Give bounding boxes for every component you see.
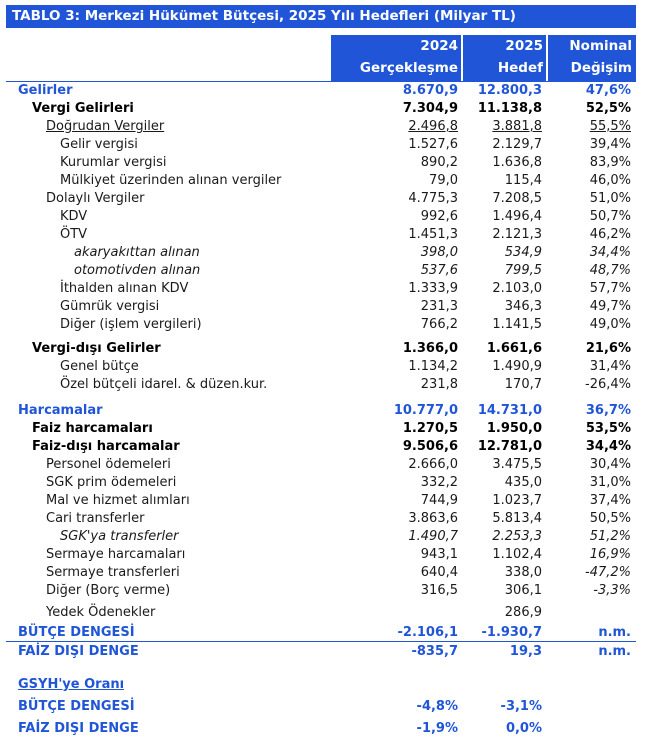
table-row: Kurumlar vergisi 890,2 1.636,8 83,9% [60,155,631,170]
table-row: ÖTV 1.451,3 2.121,3 46,2% [60,227,631,242]
table-row: Vergi-dışı Gelirler 1.366,0 1.661,6 21,6% [32,341,631,356]
table-row: Cari transferler 3.863,6 5.813,4 50,5% [46,511,631,526]
table-row: Yedek Ödenekler 286,9 [46,605,542,620]
table-row: Diğer (işlem vergileri) 766,2 1.141,5 49,0% [60,317,631,332]
table-row: Dolaylı Vergiler 4.775,3 7.208,5 51,0% [46,191,631,206]
table-row: Mülkiyet üzerinden alınan vergiler 79,0 115,4 46,0% [60,173,631,188]
table-row: Sermaye harcamaları 943,1 1.102,4 16,9% [46,547,631,562]
header-2025 [462,35,547,81]
table-row: Genel bütçe 1.134,2 1.490,9 31,4% [60,359,631,374]
table-row: Doğrudan Vergiler 2.496,8 3.881,8 55,5% [46,119,631,134]
header-divider [546,35,548,81]
header-2024 [331,35,462,81]
table-row: Diğer (Borç verme) 316,5 306,1 -3,3% [46,583,631,598]
table-row: Faiz-dışı harcamalar 9.506,6 12.781,0 34,4% [32,439,631,454]
table-row: Mal ve hizmet alımları 744,9 1.023,7 37,4% [46,493,631,508]
table-row: FAİZ DIŞI DENGE -1,9% 0,0% [18,721,542,736]
table-row: BÜTÇE DENGESİ -4,8% -3,1% [18,699,542,714]
table-row: akaryakıttan alınan 398,0 534,9 34,4% [74,245,631,260]
table-row: Gelir vergisi 1.527,6 2.129,7 39,4% [60,137,631,152]
table-row: İthalden alınan KDV 1.333,9 2.103,0 57,7% [60,281,631,296]
table-row: Vergi Gelirleri 7.304,9 11.138,8 52,5% [32,101,631,116]
table-row: KDV 992,6 1.496,4 50,7% [60,209,631,224]
header-nominal-label: Nominal [569,38,632,54]
header-divider [461,35,463,81]
table-row: BÜTÇE DENGESİ -2.106,1 -1.930,7 n.m. [18,625,631,640]
table-row: GSYH'ye Oranı [18,677,125,692]
table-row: Gümrük vergisi 231,3 346,3 49,7% [60,299,631,314]
header-year-2025: 2025 [505,38,543,54]
table-row: SGK'ya transferler 1.490,7 2.253,3 51,2% [60,529,631,544]
table-row: Sermaye transferleri 640,4 338,0 -47,2% [46,565,631,580]
header-change [547,35,636,81]
header-year-2024: 2024 [420,38,458,54]
header-actual-label: Gerçekleşme [359,60,458,76]
table-row: Gelirler 8.670,9 12.800,3 47,6% [18,83,631,98]
table-row: FAİZ DIŞI DENGE -835,7 19,3 n.m. [18,644,631,659]
table-title: TABLO 3: Merkezi Hükümet Bütçesi, 2025 Yılı Hedefleri (Milyar TL) [6,5,636,28]
table-row: SGK prim ödemeleri 332,2 435,0 31,0% [46,475,631,490]
table-row: Personel ödemeleri 2.666,0 3.475,5 30,4% [46,457,631,472]
table-row: Özel bütçeli idarel. & düzen.kur. 231,8 170,7 -26,4% [60,377,631,392]
table-row: otomotivden alınan 537,6 799,5 48,7% [74,263,631,278]
table-row: Harcamalar 10.777,0 14.731,0 36,7% [18,403,631,418]
table-row: Faiz harcamaları 1.270,5 1.950,0 53,5% [32,421,631,436]
header-change-label: Değişim [570,60,632,76]
header-target-label: Hedef [497,60,543,76]
